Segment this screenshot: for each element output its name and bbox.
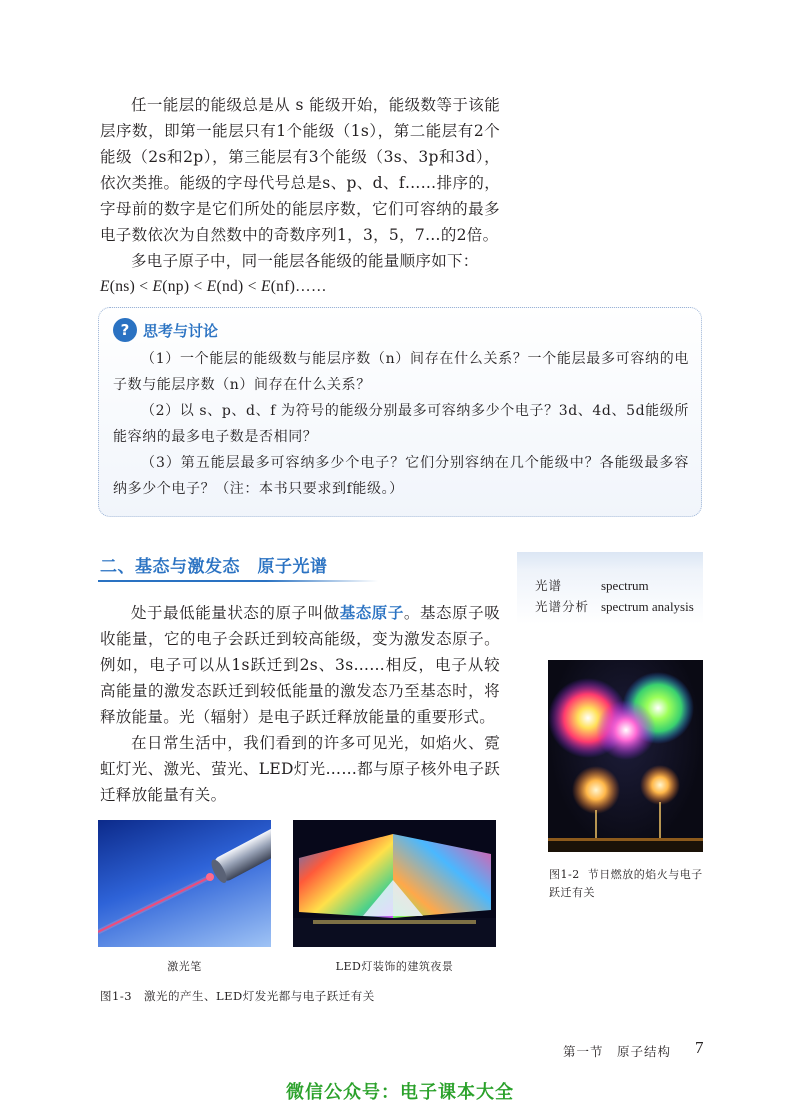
glossary-item: 光谱分析 spectrum analysis: [535, 599, 694, 614]
energy-order-formula: E(ns) < E(np) < E(nd) < E(nf)……: [100, 278, 327, 295]
figure-1-2-caption: 图1-2 节日燃放的焰火与电子跃迁有关: [549, 868, 703, 899]
body-paragraph-2: 在日常生活中，我们看到的许多可见光，如焰火、霓虹灯光、激光、萤光、LED灯光……都与原子核外电子跃迁释放能量有关。: [100, 734, 500, 804]
glossary-item: 光谱 spectrum: [535, 578, 649, 593]
discussion-title-text: 思考与讨论: [143, 321, 219, 340]
term-ground-state-atom: 基态原子: [339, 603, 404, 622]
discussion-question-1: （1）一个能层的能级数与能层序数（n）间存在什么关系？一个能层最多可容纳的电子数与能层序数（n）间存在什么关系？: [113, 351, 689, 393]
body-paragraph-1: 处于最低能量状态的原子叫做基态原子。基态原子吸收能量，它的电子会跃迁到较高能级，变为激发态原子。例如，电子可以从1s跃迁到2s、3s……相反，电子从较高能量的激发态跃迁到较低能量的激发态乃至基态时，将释放能量。光（辐射）是电子跃迁释放能量的重要形式。: [100, 603, 500, 726]
figure-1-3-caption: 图1-3 激光的产生、LED灯发光都与电子跃迁有关: [100, 989, 375, 1003]
fireworks-image: [548, 660, 703, 852]
discussion-question-2: （2）以 s、p、d、f 为符号的能级分别最多可容纳多少个电子？3d、4d、5d能级所能容纳的最多电子数是否相同？: [113, 403, 689, 445]
discussion-question-3: （3）第五能层最多可容纳多少个电子？它们分别容纳在几个能级中？各能级最多容纳多少个电子？（注：本书只要求到f能级。）: [113, 455, 689, 497]
section-heading: 二、基态与激发态 原子光谱: [100, 557, 328, 577]
discussion-questions: [113, 346, 689, 502]
discussion-title: [113, 318, 218, 342]
section-underline: [98, 580, 378, 582]
footer-section-label: 第一节 原子结构: [563, 1044, 672, 1059]
discussion-box: [98, 307, 702, 517]
led-caption: LED灯装饰的建筑夜景: [335, 960, 454, 973]
question-icon: ?: [113, 318, 137, 342]
wechat-watermark: 微信公众号：电子课本大全: [286, 1082, 514, 1103]
glossary-box: [517, 552, 703, 624]
intro-paragraph-2: 多电子原子中，同一能层各能级的能量顺序如下：: [131, 252, 479, 270]
laser-caption: 激光笔: [167, 960, 202, 973]
body-text: [100, 600, 500, 808]
laser-pointer-image: [98, 820, 271, 947]
intro-text: [100, 92, 500, 300]
intro-paragraph-1: 任一能层的能级总是从 s 能级开始，能级数等于该能层序数，即第一能层只有1个能级（1s），第二能层有2个能级（2s和2p），第三能层有3个能级（3s、3p和3d），依次类推。能级的字母代号总是s、p、d、f……排序的，字母前的数字是它们所处的能层序数，它们可容纳的最多电子数依次为自然数中的奇数序列1，3，5，7…的2倍。: [100, 96, 500, 244]
page-number: 7: [695, 1038, 704, 1057]
led-building-image: [293, 820, 496, 947]
